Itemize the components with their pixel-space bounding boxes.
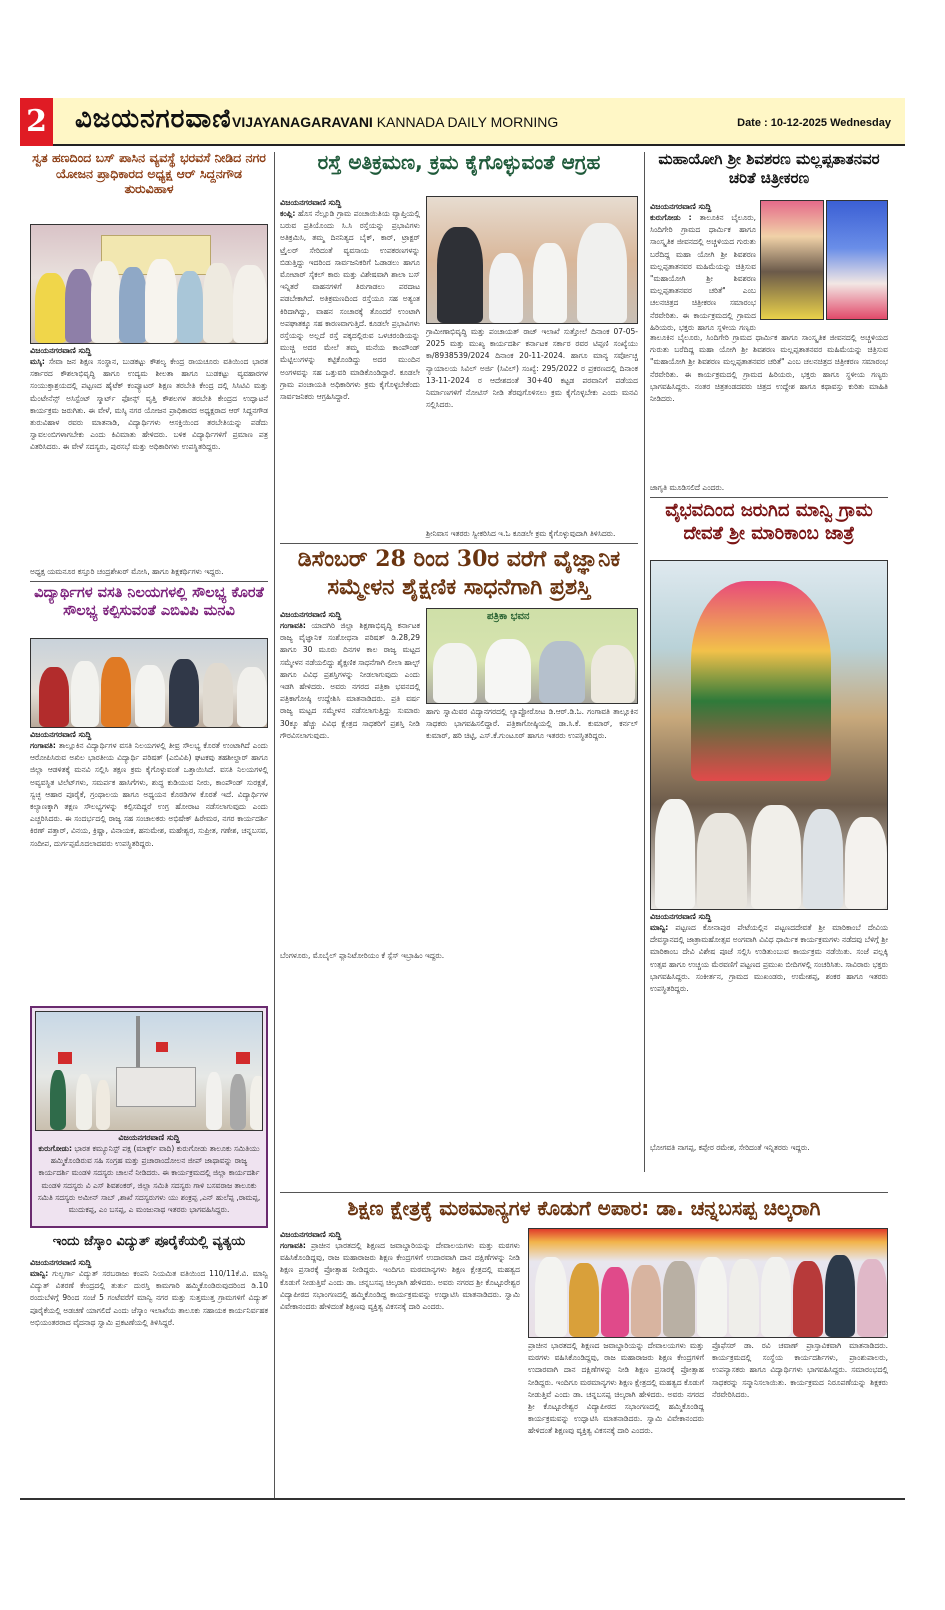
article-body: [30, 740, 268, 1000]
person: [825, 1255, 855, 1337]
byline: ವಿಜಯನಗರವಾಣಿ ಸುದ್ದಿ: [30, 730, 92, 739]
dateline: ಕಂಪ್ಲಿ:: [280, 209, 296, 218]
jeep: [116, 1067, 196, 1107]
person: [761, 1257, 791, 1337]
person: [577, 223, 627, 323]
headline: ಶಿಕ್ಷಣ ಕ್ಷೇತ್ರಕ್ಕೆ ಮಠಮಾನ್ಯಗಳ ಕೊಡುಗೆ ಅಪಾರ: ಡಾ. ಚನ್ನಬಸಪ್ಪ ಚಿಲ್ಕರಾಗಿ: [347, 1196, 821, 1220]
article-body: [35, 1143, 263, 1225]
person: [489, 253, 523, 323]
photo-deity: [760, 200, 824, 320]
person: [65, 269, 93, 343]
red-flag: [58, 1052, 72, 1064]
headline: ಡಿಸೆಂಬರ್ 28 ರಿಂದ 30ರ ವರೆಗೆ ವೈಜ್ಞಾನಿಕ ಸಮ್ಮೇಳನ ಶೈಕ್ಷಣಿಕ ಸಾಧನೆಗಾಗಿ ಪ್ರಶಸ್ತಿ: [297, 546, 621, 600]
brand-kannada: ವಿಜಯನಗರವಾಣಿ: [75, 104, 232, 134]
person: [729, 1259, 759, 1337]
byline: ವಿಜಯನಗರವಾಣಿ ಸುದ್ದಿ: [280, 610, 342, 619]
crowd: [845, 817, 887, 909]
article-jescom: [30, 1234, 268, 1354]
person: [237, 667, 267, 727]
article-body-continued-2: ಪ್ರೊಫೆಸರ್ ಡಾ. ರವಿ ಚವಾಣ್ ಪ್ರಾಸ್ತಾವಿಕವಾಗಿ ಮಾತನಾಡಿದರು. ಕಾರ್ಯಕ್ರಮದಲ್ಲಿ ಸಂಸ್ಥೆಯ ಕಾರ್ಯದರ್ಶಿಗಳು, ಪ್ರಾಂಶುಪಾಲರು, ಉಪನ್ಯಾಸಕರು ಹಾಗೂ ವಿದ್ಯಾರ್ಥಿಗಳು ಭಾಗವಹಿಸಿದ್ದರು. ಸಮಾರಂಭದಲ್ಲಿ ಸಾಧಕರನ್ನು ಸನ್ಮಾನಿಸಲಾಯಿತು. ಕಾರ್ಯಕ್ರಮದ ನಿರೂಪಣೆಯನ್ನು ಶಿಕ್ಷಕರು ನೆರವೇರಿಸಿದರು.: [712, 1341, 888, 1399]
person: [203, 663, 233, 727]
divider: [650, 497, 888, 498]
article-body-continued: ತಾಲೂಕಿನ ಬೈಲೂರು, ಸಿಂದಿಗೇರಿ ಗ್ರಾಮದ ಧಾರ್ಮಿಕ ಹಾಗೂ ಸಾಂಸ್ಕೃತಿಕ ಜೀವನದಲ್ಲಿ ಅಚ್ಚಳಿಯದ ಗುರುತು ಬರೆದಿದ್ದ ಮಹಾ ಯೋಗಿ ಶ್ರೀ ಶಿವಶರಣ ಮಲ್ಲಪ್ಪತಾತನವರ ಮಹಿಮೆಯನ್ನು ಚಿತ್ರಿಸುವ "ಮಹಾಯೋಗಿ ಶ್ರೀ ಶಿವಶರಣ ಮಲ್ಲಪ್ಪತಾತನವರ ಚರಿತೆ" ಎಂಬ ಚಲನಚಿತ್ರದ ಚಿತ್ರೀಕರಣ ಸಮಾರಂಭ ನೆರವೇರಿತು. ಈ ಕಾರ್ಯಕ್ರಮದಲ್ಲಿ ಗ್ರಾಮದ ಹಿರಿಯರು, ಭಕ್ತರು ಹಾಗೂ ಸ್ಥಳೀಯ ಗಣ್ಯರು ಭಾಗವಹಿಸಿದ್ದರು. ನಂತರ ಚಿತ್ರತಂಡದವರು ಚಿತ್ರದ ಉದ್ದೇಶ ಹಾಗೂ ಕಥಾವಸ್ತು ಕುರಿತು ಮಾಹಿತಿ ನೀಡಿದರು.: [650, 333, 888, 404]
article-cpim: [30, 1006, 268, 1228]
column-divider: [274, 152, 275, 1498]
person: [76, 1074, 92, 1130]
article-body: [280, 208, 420, 528]
news-photo-education-event: [528, 1228, 888, 1338]
crowd: [803, 809, 843, 909]
body-text: ತಾಲ್ಲೂಕಿನ ವಿದ್ಯಾರ್ಥಿಗಳ ವಸತಿ ನಿಲಯಗಳಲ್ಲಿ ತೀವ್ರ ಸೌಲಭ್ಯ ಕೊರತೆ ಉಂಟಾಗಿದೆ ಎಂದು ಆರೋಪಿಸಿರುವ ಅಖಿಲ ಭಾರತೀಯ ವಿದ್ಯಾರ್ಥಿ ಪರಿಷತ್ (ಎಬಿವಿಪಿ) ಘಟಕವು ತಹಶೀಲ್ದಾರ್ ಹಾಗೂ ಜಿಲ್ಲಾ ಆಡಳಿತಕ್ಕೆ ಮನವಿ ಸಲ್ಲಿಸಿ ತಕ್ಷಣ ಕ್ರಮ ಕೈಗೊಳ್ಳುವಂತೆ ಒತ್ತಾಯಿಸಿದೆ. ವಸತಿ ನಿಲಯಗಳಲ್ಲಿ ಅವ್ಯವಸ್ಥಿತ ಟಿಲೆಟ್‌ಗಳು, ಸಮರ್ಪಕ ಹಾಸಿಗೆಗಳು, ಶುದ್ಧ ಕುಡಿಯುವ ನೀರು, ಕಾಂಪೌಂಡ್ ಸುರಕ್ಷತೆ, ಸ್ವಚ್ಛ ಆಹಾರ ಪೂರೈಕೆ, ಗ್ರಂಥಾಲಯ ಹಾಗೂ ಅಧ್ಯಯನ ಕೊಠಡಿಗಳ ಕೊರತೆ ಇದೆ. ವಿದ್ಯಾರ್ಥಿಗಳ ಕಲ್ಯಾಣಕ್ಕಾಗಿ ತಕ್ಷಣ ಸೌಲಭ್ಯಗಳನ್ನು ಕಲ್ಪಿಸದಿದ್ದರೆ ಉಗ್ರ ಹೋರಾಟ ನಡೆಸಲಾಗುವುದು ಎಂದು ಎಚ್ಚರಿಸಿದರು. ಈ ಸಂದರ್ಭದಲ್ಲಿ ರಾಜ್ಯ ಸಹ ಸಂಚಾಲಕರು ಅಭಿಷೇಕ್ ಹಿರೇಮಠ, ನಗರ ಕಾರ್ಯದರ್ಶಿ ಕಿರಣ್ ಪತ್ತಾರ್, ವಿನಯ, ಕ್ರಿಷ್ಣಾ, ವಿನಾಯಕ, ಹನುಮೇಶ, ಮಹೇಶ್ವರ, ಸುಪ್ರೀತ, ಗಣೇಶ, ಚನ್ನಬಸವ, ಸಂದೀಪ, ದುರ್ಗಪ್ಪಮೊದಲಾದವರು ಉಪಸ್ಥಿತರಿದ್ದರು.: [30, 741, 268, 848]
article-hostel: [30, 584, 268, 1000]
person: [230, 1074, 246, 1130]
brand-english: [232, 114, 558, 130]
dateline: ಕುರುಗೋಡು :: [650, 213, 692, 222]
headline: ಮಹಾಯೋಗಿ ಶ್ರೀ ಶಿವಶರಣ ಮಲ್ಲಪ್ಪತಾತನವರ ಚರಿತೆ ಚಿತ್ರೀಕರಣ: [658, 150, 880, 187]
article-mariyamba: [650, 500, 888, 1155]
article-body: [650, 212, 756, 332]
person: [591, 645, 635, 703]
page-number-badge: 2: [20, 98, 53, 146]
person: [96, 1080, 110, 1130]
article-body: [280, 1240, 520, 1490]
person: [203, 263, 233, 343]
byline: ವಿಜಯನಗರವಾಣಿ ಸುದ್ದಿ: [280, 1230, 342, 1239]
person: [135, 665, 165, 727]
article-body: [30, 1268, 268, 1354]
person: [433, 643, 477, 703]
person: [697, 1257, 727, 1337]
article-body-continued: ಹಾಗು ಸ್ವಾಮಿವರ ವಿದ್ಯಾನಗರದಲ್ಲಿ ಲ್ಯಾಪ್ಟೋರೋಟ ಡಿ.ಆರ್.ಡಿ.ಓ. ಗಂಗಾವತಿ ತಾಲ್ಲೂಕಿನ ಸಾಧಕರು ಭಾಗವಹಿಸಲಿದ್ದಾರೆ. ಪತ್ರಿಕಾಗೋಷ್ಠಿಯಲ್ಲಿ ಡಾ.ಸಿ.ಕೆ. ಕುಮಾರ್, ಕರ್ನಲ್ ಕುಮಾರ್, ಹರಿ ಚಿಟ್ಟಿ, ಎಸ್.ಕೆ.ಗುಂಟೂರ್ ಹಾಗೂ ಇತರರು ಉಪಸ್ಥಿತರಿದ್ದರು.: [426, 707, 638, 741]
headline: ವಿದ್ಯಾರ್ಥಿಗಳ ವಸತಿ ನಿಲಯಗಳಲ್ಲಿ ಸೌಲಭ್ಯ ಕೊರತೆ ಸೌಲಭ್ಯ ಕಲ್ಪಿಸುವಂತೆ ಎಬಿವಿಪಿ ಮನವಿ: [34, 585, 264, 620]
body-closing: ಶ್ರೀನಿವಾಸ ಇತರರು ಸ್ವೀಕರಿಸಿದ ಇ.ಓ ಕೂಡಲೇ ಕ್ರಮ ಕೈಗೊಳ್ಳುವುದಾಗಿ ತಿಳಿಸಿದರು.: [426, 529, 616, 538]
crowd: [697, 813, 747, 909]
divider: [280, 543, 638, 544]
headline: ವೈಭವದಿಂದ ಜರುಗಿದ ಮಾನ್ವಿ ಗ್ರಾಮ ದೇವತೆ ಶ್ರೀ ಮಾರಿಕಾಂಬ ಜಾತ್ರೆ: [665, 500, 873, 544]
article-body: [650, 922, 888, 1142]
brand-english-rest: KANNADA DAILY MORNING: [372, 114, 559, 130]
red-flag: [156, 1042, 168, 1052]
person: [206, 1072, 222, 1130]
person: [533, 243, 567, 323]
dateline: ಗಂಗಾವತಿ:: [280, 621, 306, 630]
article-science-meet: [280, 546, 638, 963]
column-divider: [644, 152, 645, 1172]
divider: [30, 581, 268, 582]
byline: ವಿಜಯನಗರವಾಣಿ ಸುದ್ದಿ: [30, 1258, 92, 1267]
dateline: ಮಾನ್ವಿ:: [30, 1269, 49, 1278]
body-text: ಹೊಸ ನೆಲ್ಲೂಡಿ ಗ್ರಾಮ ಪಂಚಾಯಿತಿಯ ವ್ಯಾಪ್ತಿಯಲ್ಲಿ ಬರುವ ಪ್ರತಿಯೊಂದು ಸಿ.ಸಿ ರಸ್ತೆಯನ್ನು ಪ್ರಭಾವಿಗಳು ಅತಿಕ್ರಮಿಸಿ, ತಮ್ಮ ದಿನನಿತ್ಯದ ಬೈಕ್, ಕಾರ್, ಟ್ರಾಕ್ಟರ್ ಟ್ರೈಲರ್ ಸೇರಿದಂತೆ ವ್ಯವಸಾಯ ಉಪಕರಣಗಳನ್ನು ಬಿಡುತ್ತಿದ್ದು ಇದರಿಂದ ಸಾರ್ವಜನಿಕರಿಗೆ ಓಡಾಡಲು ಹಾಗೂ ಮೋಟಾರ್ ಸೈಕಲ್ ಕಾರು ಮತ್ತು ವಿಶೇಷವಾಗಿ ಶಾಲಾ ಬಸ್ ಇನ್ನಿತರೆ ವಾಹನಗಳಿಗೆ ತಿರುಗಾಡಲು ಪರದಾಟ ಪಡಬೇಕಾಗಿದೆ. ಅತಿಕ್ರಮಣದಿಂದ ರಸ್ತೆಯೂ ಸಹ ಅತ್ಯಂತ ಕಿರಿದಾಗಿದ್ದು, ವಾಹನ ಸಂಚಾರಕ್ಕೆ ತೊಂದರೆ ಉಂಟಾಗಿ ಅಪಘಾತಕ್ಕೂ ಸಹ ಕಾರಣವಾಗುತ್ತಿದೆ. ಕೂಡಲೇ ಪ್ರಭಾವಿಗಳು ರಸ್ತೆಯನ್ನು ಅಲ್ಲದೆ ರಸ್ತೆ ಪಕ್ಕದಲ್ಲಿರುವ ಒಳಚರಂಡಿಯನ್ನು ಮುಚ್ಚಿ ಅದರ ಮೇಲೆ ತಮ್ಮ ಮನೆಯ ಕಾಂಪೌಂಡ್ ಮೆಟ್ಟಿಲುಗಳನ್ನು ಕಟ್ಟಿಕೊಂಡಿದ್ದು ಅದರ ಮುಂದಿನ ಅಂಗಳವನ್ನು ಸಹ ಒತ್ತುವರಿ ಮಾಡಿಕೊಂಡಿದ್ದಾರೆ. ಕೂಡಲೇ ಗ್ರಾಮ ಪಂಚಾಯತಿ ಅಧಿಕಾರಿಗಳು ಕ್ರಮ ಕೈಗೊಳ್ಳಬೇಕೆಂದು ಸಾರ್ವಜನಿಕರು ಆಗ್ರಹಿಸಿದ್ದಾರೆ.: [280, 209, 420, 402]
person: [101, 657, 131, 727]
person: [631, 1265, 661, 1337]
dateline: ಗಂಗಾವತಿ:: [30, 741, 56, 750]
crowd: [655, 799, 695, 909]
body-text: ಪ್ರಾಚೀನ ಭಾರತದಲ್ಲಿ ಶಿಕ್ಷಣದ ಜವಾಬ್ದಾರಿಯನ್ನು ದೇವಾಲಯಗಳು ಮತ್ತು ಮಠಗಳು ವಹಿಸಿಕೊಂಡಿದ್ದವು, ರಾಜ ಮಹಾರಾಜರು ಶಿಕ್ಷಣ ಕೇಂದ್ರಗಳಿಗೆ ಉದಾರವಾಗಿ ದಾನ ದಕ್ಷಿಣೆಗಳನ್ನು ನೀಡಿ ಶಿಕ್ಷಣ ಪ್ರಸಾರಕ್ಕೆ ಪ್ರೋತ್ಸಾಹ ನೀಡಿದ್ದರು. ಇಂದಿಗೂ ಮಠಮಾನ್ಯಗಳು ಶಿಕ್ಷಣ ಕ್ಷೇತ್ರದಲ್ಲಿ ಮಹತ್ವದ ಕೊಡುಗೆ ನೀಡುತ್ತಿವೆ ಎಂದು ಡಾ. ಚನ್ನಬಸಪ್ಪ ಚಿಲ್ಕರಾಗಿ ಹೇಳಿದರು. ಅವರು ನಗರದ ಶ್ರೀ ಕೊಟ್ಟೂರೇಶ್ವರ ವಿದ್ಯಾಪೀಠದ ಸಭಾಂಗಣದಲ್ಲಿ ಹಮ್ಮಿಕೊಂಡಿದ್ದ ಕಾರ್ಯಕ್ರಮವನ್ನು ಉದ್ಘಾಟಿಸಿ ಮಾತನಾಡಿದರು. ಸ್ವಾಮಿ ವಿವೇಕಾನಂದರು ಹೇಳಿದಂತೆ ಶಿಕ್ಷಣವು ವ್ಯಕ್ತಿತ್ವ ವಿಕಸನಕ್ಕೆ ದಾರಿ ಎಂದರು.: [280, 1241, 520, 1312]
person: [857, 1259, 887, 1337]
crowd: [751, 805, 801, 909]
news-photo-submission: [426, 196, 638, 324]
body-text: ಯಾದಗಿರಿ ಜಿಲ್ಲಾ ಶಿಕ್ಷಣಾಭಿವೃದ್ಧಿ ಕರ್ನಾಟಕ ರಾಜ್ಯ ವೈಜ್ಞಾನಿಕ ಸಂಶೋಧನಾ ಪರಿಷತ್ ಡಿ.28,29 ಹಾಗೂ 30 ಮೂರು ದಿನಗಳ ಕಾಲ ರಾಜ್ಯ ಮಟ್ಟದ ಸಮ್ಮೇಳನ ನಡೆಯಲಿದ್ದು ಶೈಕ್ಷಣಿಕ ಸಾಧನೆಗಾಗಿ ಲೀಲಾ ಹಾಲ್ಟ್ ಹಾಗೂ ವಿವಿಧ ಪ್ರಶಸ್ತಿಗಳನ್ನು ನೀಡಲಾಗುವುದು ಎಂದು ಇಡಗಿ ಹೇಳಿದರು. ಅವರು ನಗರದ ಪತ್ರಿಕಾ ಭವನದಲ್ಲಿ ಪತ್ರಿಕಾಗೋಷ್ಠಿ ಉದ್ದೇಶಿಸಿ ಮಾತನಾಡಿದರು. ಪ್ರತಿ ವರ್ಷ ರಾಜ್ಯ ಮಟ್ಟದ ಸಮ್ಮೇಳನ ನಡೆಸಲಾಗುತ್ತಿದ್ದು ಸುಮಾರು 30ಕ್ಕೂ ಹೆಚ್ಚು ವಿವಿಧ ಕ್ಷೇತ್ರದ ಸಾಧಕರಿಗೆ ಪ್ರಶಸ್ತಿ ನೀಡಿ ಗೌರವಿಸಲಾಗುವುದು.: [280, 621, 420, 740]
news-photo-press-meet: [426, 608, 638, 704]
byline: ವಿಜಯನಗರವಾಣಿ ಸುದ್ದಿ: [30, 346, 92, 355]
headline: ಸ್ವತ ಹಣದಿಂದ ಬಸ್ ಪಾಸಿನ ವ್ಯವಸ್ಥೆ ಭರವಸೆ ನೀಡಿದ ನಗರ ಯೋಜನ ಪ್ರಾಧಿಕಾರದ ಅಧ್ಯಕ್ಷ ಆರ್ ಸಿದ್ದನಗೌಡ ತುರುವಿಹಾಳ: [32, 150, 266, 197]
person: [233, 265, 267, 343]
middle-column: [280, 150, 638, 963]
red-flag: [236, 1052, 250, 1064]
person: [535, 1257, 567, 1337]
masthead: [20, 98, 905, 146]
article-road-encroachment: [280, 150, 638, 541]
divider: [280, 1192, 888, 1193]
news-photo-group: [30, 224, 268, 344]
body-closing: ಅಧ್ಯಕ್ಷ ಯಮನೂರ ಕಸ್ತೂರಿ ಚಂದ್ರಶೇಖರ್ ಮೋಸಿ, ಹಾಗೂ ಶಿಕ್ಷಕರ್ಥಿಗಳು ಇದ್ದರು.: [30, 567, 224, 576]
person: [71, 661, 99, 727]
right-column: [650, 150, 888, 1155]
person: [569, 1263, 599, 1337]
article-body: [280, 620, 420, 950]
person: [169, 659, 199, 727]
byline: ವಿಜಯನಗರವಾಣಿ ಸುದ್ದಿ: [118, 1133, 180, 1142]
article-body-continued: ಪ್ರಾಚೀನ ಭಾರತದಲ್ಲಿ ಶಿಕ್ಷಣದ ಜವಾಬ್ದಾರಿಯನ್ನು ದೇವಾಲಯಗಳು ಮತ್ತು ಮಠಗಳು ವಹಿಸಿಕೊಂಡಿದ್ದವು, ರಾಜ ಮಹಾರಾಜರು ಶಿಕ್ಷಣ ಕೇಂದ್ರಗಳಿಗೆ ಉದಾರವಾಗಿ ದಾನ ದಕ್ಷಿಣೆಗಳನ್ನು ನೀಡಿ ಶಿಕ್ಷಣ ಪ್ರಸಾರಕ್ಕೆ ಪ್ರೋತ್ಸಾಹ ನೀಡಿದ್ದರು. ಇಂದಿಗೂ ಮಠಮಾನ್ಯಗಳು ಶಿಕ್ಷಣ ಕ್ಷೇತ್ರದಲ್ಲಿ ಮಹತ್ವದ ಕೊಡುಗೆ ನೀಡುತ್ತಿವೆ ಎಂದು ಡಾ. ಚನ್ನಬಸಪ್ಪ ಚಿಲ್ಕರಾಗಿ ಹೇಳಿದರು. ಅವರು ನಗರದ ಶ್ರೀ ಕೊಟ್ಟೂರೇಶ್ವರ ವಿದ್ಯಾಪೀಠದ ಸಭಾಂಗಣದಲ್ಲಿ ಹಮ್ಮಿಕೊಂಡಿದ್ದ ಕಾರ್ಯಕ್ರಮವನ್ನು ಉದ್ಘಾಟಿಸಿ ಮಾತನಾಡಿದರು. ಸ್ವಾಮಿ ವಿವೇಕಾನಂದರು ಹೇಳಿದಂತೆ ಶಿಕ್ಷಣವು ವ್ಯಕ್ತಿತ್ವ ವಿಕಸನಕ್ಕೆ ದಾರಿ ಎಂದರು.: [528, 1341, 704, 1436]
body-closing: ಬೆಂಗಳೂರು, ಮೊಬೈಲ್ ಪ್ಲಾನಿಟೋರಿಯಂ ಕೆ ಸ್ಪೆಸ್ ಇಬ್ರಾಹಿಂ ಇದ್ದರು.: [280, 951, 445, 960]
person: [539, 641, 585, 703]
body-text: ಸೇವಾ ಜನ ಶಿಕ್ಷಣ ಸಂಸ್ಥಾನ, ಬುಡಕಟ್ಟು ಕೌಶಲ್ಯ ಕೇಂದ್ರ ರಾಯಚೂರು ವತಿಯಿಂದ ಭಾರತ ಸರ್ಕಾರದ ಕೌಶಲಾಭಿವೃದ್ಧಿ ಹಾಗೂ ಉದ್ಯಮ ಶೀಲತಾ ಹಾಗೂ ಬುಡಕಟ್ಟು ವ್ಯವಹಾರಗಳ ಸಂಯುಕ್ತಾಶ್ರಯದಲ್ಲಿ ಪಟ್ಟಣದ ಹೈಟೆಕ್ ಕಂಪ್ಯೂಟರ್ ಶಿಕ್ಷಣ ತರಬೇತಿ ಕೇಂದ್ರ ದಲ್ಲಿ ಸಿಸಿಟಿವಿ ಮತ್ತು ಮೆಂಟೇನೆನ್ಸ್ ಅಸಿಸ್ಟೆಂಟ್ ಸ್ಮಾರ್ಟ್ ಫೋನ್ಸ್ ವೃತ್ತಿ ಕೌಶಲಗಳ ತರಬೇತಿ ಕೇಂದ್ರದ ಉದ್ಘಾಟನೆ ಕಾರ್ಯಕ್ರಮ ಜರುಗಿತು. ಈ ವೇಳೆ, ಮಸ್ಕಿ ನಗರ ಯೋಜನ ಪ್ರಾಧಿಕಾರದ ಅಧ್ಯಕ್ಷರಾದ ಆರ್ ಸಿದ್ದನಗೌಡ ತುರುವಿಹಾಳ ರವರು ಮಾತನಾಡಿ, ವಿದ್ಯಾರ್ಥಿಗಳು ಆಸಕ್ತಿಯಿಂದ ತರಬೇತಿಯನ್ನು ಪಡೆದು ಸ್ವಾವಲಂಬಿಗಳಾಗಬೇಕು ಎಂದು ಕಿವಿಮಾತು ಹೇಳಿದರು. ಬಳಿಕ ವಿದ್ಯಾರ್ಥಿಗಳಿಗೆ ಪ್ರಮಾಣ ಪತ್ರ ವಿತರಿಸಿದರು. ಈ ವೇಳೆ ಸದಸ್ಯರು, ಪುರಸಭೆ ಮತ್ತು ಅಧಿಕಾರಿಗಳು ಉಪಸ್ಥಿತರಿದ್ದರು.: [30, 357, 268, 452]
byline: ವಿಜಯನಗರವಾಣಿ ಸುದ್ದಿ: [650, 912, 712, 921]
person: [50, 1070, 66, 1130]
news-photo-memorandum: [30, 638, 268, 728]
article-body-continued: ಗ್ರಾಮೀಣಾಭಿವೃದ್ಧಿ ಮತ್ತು ಪಂಚಾಯತ್ ರಾಜ್ ಇಲಾಖೆ ಸುತ್ತೋಲೆ ದಿನಾಂಕ 07-05-2025 ಮತ್ತು ಮುಖ್ಯ ಕಾರ್ಯದರ್ಶಿ ಕರ್ನಾಟಕ ಸರ್ಕಾರ ರವರ ಟಿಪ್ಪಣಿ ಸಂಖ್ಯೆಯು ಕಾ/8938539/2024 ದಿನಾಂಕ 20-11-2024. ಹಾಗೂ ಮಾನ್ಯ ಸರ್ವೋಚ್ಚ ನ್ಯಾಯಾಲಯ ಸಿವಿಲ್ ಅರ್ಜಿ (ಸಿವಿಲ್) ಸಂಖ್ಯೆ: 295/2022 ರ ಪ್ರಕರಣದಲ್ಲಿ ದಿನಾಂಕ 13-11-2024 ರ ಆದೇಶದಂತೆ 30+40 ಕಟ್ಟಡ ಪರವಾನಿಗೆ ಪಡೆಯದ ನಿರ್ಮಾಣಗಳಿಗೆ ನೋಟಿಸ್ ನೀಡಿ ತೆರವುಗೊಳಿಸಲು ಕ್ರಮ ಕೈಗೊಳ್ಳಬೇಕು ಎಂದು ಮನವಿ ಸಲ್ಲಿಸಿದರು.: [426, 327, 638, 410]
person: [91, 261, 121, 343]
body-text: ಗುಲ್ಬರ್ಗಾ ವಿದ್ಯುತ್ ಸರಬರಾಜು ಕಂಪನಿ ನಿಯಮಿತ ವತಿಯಿಂದ 110/11ಕೆ.ವಿ. ಮಾನ್ವಿ ವಿದ್ಯುತ್ ವಿತರಣೆ ಕೇಂದ್ರದಲ್ಲಿ ತುರ್ತು ದುರಸ್ತಿ ಕಾಮಗಾರಿ ಹಮ್ಮಿಕೊಂಡಿರುವುದರಿಂದ ಡಿ.10 ರಂದುಬೆಳಿಗ್ಗೆ 9ರಿಂದ ಸಂಜೆ 5 ಗಂಟೆವರೆಗೆ ಮಾನ್ವಿ ನಗರ ಮತ್ತು ಸುತ್ತಮುತ್ತ ಗ್ರಾಮಗಳಿಗೆ ವಿದ್ಯುತ್ ಪೂರೈಕೆಯಲ್ಲಿ ಅಡಚಣೆ ಯಾಗಲಿದೆ ಎಂದು ಜೆಸ್ಕಾಂ ಇಲಾಖೆಯ ತಾಲೂಕು ಸಹಾಯಕ ಕಾರ್ಯನಿರ್ವಹಕ ಅಭಿಯಂತರರಾದ ವೈದನಾಥ ಸ್ವಾಮಿ ಪ್ರಕಟಣೆಯಲ್ಲಿ ತಿಳಿಸಿದ್ದರೆ.: [30, 1269, 268, 1327]
news-photo-festival-chariot: [650, 560, 888, 910]
body-text: ತಾಲೂಕಿನ ಬೈಲೂರು, ಸಿಂದಿಗೇರಿ ಗ್ರಾಮದ ಧಾರ್ಮಿಕ ಹಾಗೂ ಸಾಂಸ್ಕೃತಿಕ ಜೀವನದಲ್ಲಿ ಅಚ್ಚಳಿಯದ ಗುರುತು ಬರೆದಿದ್ದ ಮಹಾ ಯೋಗಿ ಶ್ರೀ ಶಿವಶರಣ ಮಲ್ಲಪ್ಪತಾತನವರ ಮಹಿಮೆಯನ್ನು ಚಿತ್ರಿಸುವ "ಮಹಾಯೋಗಿ ಶ್ರೀ ಶಿವಶರಣ ಮಲ್ಲಪ್ಪತಾತನವರ ಚರಿತೆ" ಎಂಬ ಚಲನಚಿತ್ರದ ಚಿತ್ರೀಕರಣ ಸಮಾರಂಭ ನೆರವೇರಿತು. ಈ ಕಾರ್ಯಕ್ರಮದಲ್ಲಿ ಗ್ರಾಮದ ಹಿರಿಯರು, ಭಕ್ತರು ಹಾಗೂ ಸ್ಥಳೀಯ ಗಣ್ಯರು: [650, 213, 756, 332]
left-column: [30, 150, 268, 1354]
photo-sign-text: ಪತ್ರಿಕಾ ಭವನ: [487, 611, 530, 622]
dateline: ಮಾನ್ವಿ:: [650, 923, 669, 932]
article-bus-pass: [30, 150, 268, 579]
dateline: ಗಂಗಾವತಿ:: [280, 1241, 306, 1250]
article-education: [280, 1196, 888, 1490]
dateline: ಕುರುಗೋಡು:: [38, 1144, 72, 1153]
person: [250, 1076, 263, 1130]
photo-saint-portrait: [826, 200, 888, 320]
person: [119, 267, 147, 343]
decorated-chariot: [691, 581, 831, 781]
byline: ವಿಜಯನಗರವಾಣಿ ಸುದ್ದಿ: [650, 202, 712, 211]
brand-english-bold: VIJAYANAGARAVANI: [232, 114, 373, 130]
person: [145, 259, 177, 343]
person: [793, 1261, 823, 1337]
person: [601, 1267, 629, 1337]
body-text: ಭಾರತ ಕಮ್ಯೂನಿಸ್ಟ್ ಪಕ್ಷ (ಮಾರ್ಕ್ಸ್ ವಾದಿ) ಕುರುಗೋಡು ತಾಲೂಕು ಸಮಿತಿಯು ಹಮ್ಮಿಕೊಂಡಿರುವ ಸಹಿ ಸಂಗ್ರಹ ಮತ್ತು ಪ್ರಚಾರಾಂದೋಲನ ಜೀಪ್ ಜಾಥಾವನ್ನು ರಾಜ್ಯ ಕಾರ್ಯದರ್ಶಿ ಮಂಡಳಿ ಸದಸ್ಯರು ಚಾಲನೆ ನೀಡಿದರು. ಈ ಕಾರ್ಯಕ್ರಮದಲ್ಲಿ ಜಿಲ್ಲಾ ಕಾರ್ಯದರ್ಶಿ ಮಂಡಳಿ ಸದಸ್ಯರು ವಿ ಎಸ್ ಶಿವಶಂಕರ್, ಜಿಲ್ಲಾ ಸಮಿತಿ ಸದಸ್ಯರು ಗಾಳಿ ಬಸವರಾಜ ತಾಲೂಕು ಸಮಿತಿ ಸದಸ್ಯರು ಅಮೀನ್ ಸಾಬ್ ,ಶಾಖೆ ಸದಸ್ಯರುಗಳು ಯು ಶಂಕ್ರಪ್ಪ ,ಎನ್ ಹುಲೆಪ್ಪ ,ರಾಮಪ್ಪ, ಮುದುಕಪ್ಪ, ಎಂ ಬಸಪ್ಪ, ಎ ಮಂಜುನಾಥ ಇತರರು ಭಾಗವಹಿಸಿದ್ದರು.: [37, 1144, 261, 1215]
issue-date: Date : 10-12-2025 Wednesday: [737, 117, 891, 129]
person: [485, 639, 531, 703]
person: [663, 1261, 695, 1337]
article-body: [30, 356, 268, 566]
body-closing: ಜಾಗೃತಿ ಮೂಡಿಸಲಿದೆ ಎಂದರು.: [650, 483, 725, 492]
dateline: ಮಸ್ಕಿ:: [30, 357, 45, 366]
headline: ರಸ್ತೆ ಅತಿಕ್ರಮಣ, ಕ್ರಮ ಕೈಗೊಳ್ಳುವಂತೆ ಆಗ್ರಹ: [317, 150, 601, 174]
person: [35, 273, 67, 343]
byline: ವಿಜಯನಗರವಾಣಿ ಸುದ್ದಿ: [280, 198, 342, 207]
person: [39, 667, 69, 727]
article-mahayogi: [650, 150, 888, 495]
body-text: ಪಟ್ಟಣದ ಕೋನಾಪುರ ಪೇಟೆಯಲ್ಲಿನ ಪಟ್ಟಣದದೇವತೆ ಶ್ರೀ ಮಾರಿಕಾಂಬೆ ದೇವಿಯ ದೇವಸ್ಥಾನದಲ್ಲಿ ಜಾತ್ರಾಮಹೋತ್ಸವ ಅಂಗವಾಗಿ ವಿವಿಧ ಧಾರ್ಮಿಕ ಕಾರ್ಯಕ್ರಮಗಳು ನಡೆದವು ಬೆಳಿಗ್ಗೆ ಶ್ರೀ ಮಾರಿಕಾಂಬ ದೇವಿ ವಿಶೇಷ ಪೂಜೆ ಸಲ್ಲಿಸಿ ಉಡಿತುಂಬುವ ಕಾರ್ಯಕ್ರಮ ನಡೆಯಿತು. ಸಂಜೆ ಪಲ್ಲಕ್ಕಿ ಉತ್ಸವ ಹಾಗೂ ಉಚ್ಚಯ ಮೆರವಣಿಗೆ ಪಟ್ಟಣದ ಪ್ರಮುಖ ಬೀದಿಗಳಲ್ಲಿ ಸಂಚರಿಸಿತು. ಸಾವಿರಾರು ಭಕ್ತರು ಭಾಗವಹಿಸಿದ್ದರು. ಸಂಕೀರ್ತನ, ಗ್ರಾಮದ ಮುಖಂಡರು, ಉಮೇಶಪ್ಪ, ಶಂಕರ ಹಾಗೂ ಇತರರು ಉಪಸ್ಥಿತರಿದ್ದರು.: [650, 923, 888, 994]
person: [437, 227, 483, 323]
body-closing: ಭೋಗವತಿ ನಾಗಪ್ಪ, ಕಪ್ಪೇರ ರಮೇಶ, ಸೇರಿದಂತೆ ಇನ್ನಿತರರು ಇದ್ದರು.: [650, 1143, 810, 1152]
page-bottom-rule: [20, 1498, 905, 1500]
news-photo-rally: [35, 1011, 263, 1131]
person: [177, 271, 203, 343]
headline: ಇಂದು ಜೆಸ್ಕಾಂ ವಿದ್ಯುತ್ ಪೂರೈಕೆಯಲ್ಲಿ ವ್ಯತ್ಯಯ: [52, 1234, 246, 1249]
